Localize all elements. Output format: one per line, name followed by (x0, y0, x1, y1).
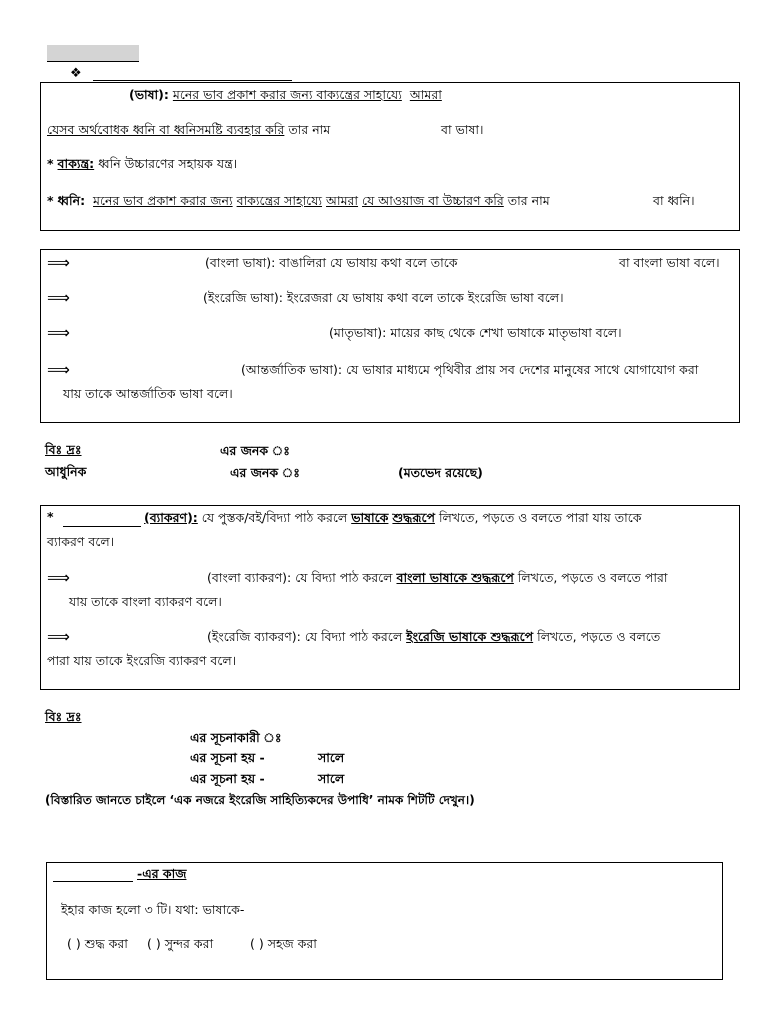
note1-line1: এর জনক ঃ (220, 443, 290, 458)
box2-row4a: (আন্তর্জাতিক ভাষা): যে ভাষার মাধ্যমে পৃথিবীর প্রায় সব দেশের মানুষের সাথে যোগাযোগ করা (241, 362, 699, 377)
box3-blank (63, 526, 141, 527)
box3-star: * (47, 509, 54, 524)
note2-line3: এর সূচনা হয় - (190, 771, 265, 786)
definition-box-grammar (40, 505, 740, 690)
arrow-icon: ⟹ (47, 627, 70, 646)
box3-row2-line2: যায় তাকে বাংলা ব্যাকরণ বলে। (69, 594, 222, 609)
arrow-icon: ⟹ (47, 360, 70, 379)
box2-row2: (ইংরেজি ভাষা): ইংরেজরা যে ভাষায় কথা বলে তাকে ইংরেজি ভাষা বলে। (203, 290, 564, 305)
box4-option2: ( ) সুন্দর করা (147, 936, 214, 951)
arrow-icon: ⟹ (47, 288, 70, 307)
note2-line1: এর সূচনাকারী ঃ (190, 730, 282, 745)
note2-line2: এর সূচনা হয় - (190, 750, 265, 765)
note1-line2-note: (মতভেদ রয়েছে) (398, 465, 483, 480)
note2-line3-end: সালে (318, 771, 345, 786)
box4-title: -এর কাজ (137, 866, 187, 881)
box3-row3: (ইংরেজি ব্যাকরণ): যে বিদ্যা পাঠ করলে ইংরেজি ভাষাকে শুদ্ধরূপে লিখতে, পড়তে ও বলতে (207, 629, 661, 644)
box1-line1: (ভাষা): মনের ভাব প্রকাশ করার জন্য বাক্যন্ত্রের সাহায্যে আমরা (129, 87, 442, 102)
box1-line4: * ধ্বনি: মনের ভাব প্রকাশ করার জন্য বাক্যন্ত্রের সাহায্যে আমরা যে আওয়াজ বা উচ্চারণ করি তার নাম (47, 193, 550, 208)
box1-line2-end: বা ভাষা। (441, 122, 484, 137)
box2-row1-end: বা বাংলা ভাষা বলে। (619, 255, 720, 270)
grammar-functions-box (46, 862, 723, 980)
note2-line2-end: সালে (318, 750, 345, 765)
box2-row4b: যায় তাকে আন্তর্জাতিক ভাষা বলে। (63, 386, 233, 401)
note1-line2: এর জনক ঃ (230, 465, 300, 480)
arrow-icon: ⟹ (47, 323, 70, 342)
box4-option3: ( ) সহজ করা (250, 936, 317, 951)
header-top-rule (47, 61, 139, 62)
definition-box-language-types (40, 249, 740, 423)
box2-row1: (বাংলা ভাষা): বাঙালিরা যে ভাষায় কথা বলে তাকে (205, 255, 458, 270)
box2-row3: (মাতৃভাষা): মায়ের কাছ থেকে শেখা ভাষাকে মাতৃভাষা বলে। (329, 325, 622, 340)
definition-box-language (40, 82, 740, 231)
box4-line1: ইহার কাজ হলো ৩ টি। যথা: ভাষাকে- (61, 902, 245, 917)
note1-modern: আধুনিক (45, 464, 87, 479)
note2-line4: (বিস্তারিত জানতে চাইলে ‘এক নজরে ইংরেজি সাহিত্যিকদের উপাধি’ নামক শিটটি দেখুন।) (45, 793, 475, 807)
box4-blank (53, 881, 133, 882)
header-bullet-icon: ❖ (70, 66, 82, 81)
header-gray-bar (47, 45, 139, 61)
box3-row2: (বাংলা ব্যাকরণ): যে বিদ্যা পাঠ করলে বাংলা ভাষাকে শুদ্ধরূপে লিখতে, পড়তে ও বলতে পারা (207, 570, 668, 585)
box1-line4-end: বা ধ্বনি। (653, 193, 695, 208)
box3-row1: (ব্যাকরণ): যে পুস্তক/বই/বিদ্যা পাঠ করলে ভাষাকে শুদ্ধরূপে লিখতে, পড়তে ও বলতে পারা যায় তাকে (144, 510, 642, 525)
box3-row3-line2: পারা যায় তাকে ইংরেজি ব্যাকরণ বলে। (47, 653, 237, 668)
box4-option1: ( ) শুদ্ধ করা (67, 936, 128, 951)
box1-line3: * বাক্যন্ত্র: ধ্বনি উচ্চারণের সহায়ক যন্ত্র। (47, 156, 238, 171)
arrow-icon: ⟹ (47, 568, 70, 587)
box1-line2: যেসব অর্থবোধক ধ্বনি বা ধ্বনিসমষ্টি ব্যবহার করি তার নাম (47, 122, 331, 137)
header-blank (93, 80, 292, 81)
note2-label: বিঃ দ্রঃ (45, 709, 82, 724)
note1-label: বিঃ দ্রঃ (45, 442, 82, 457)
box3-row1-line2: ব্যাকরণ বলে। (47, 534, 115, 549)
arrow-icon: ⟹ (47, 253, 70, 272)
